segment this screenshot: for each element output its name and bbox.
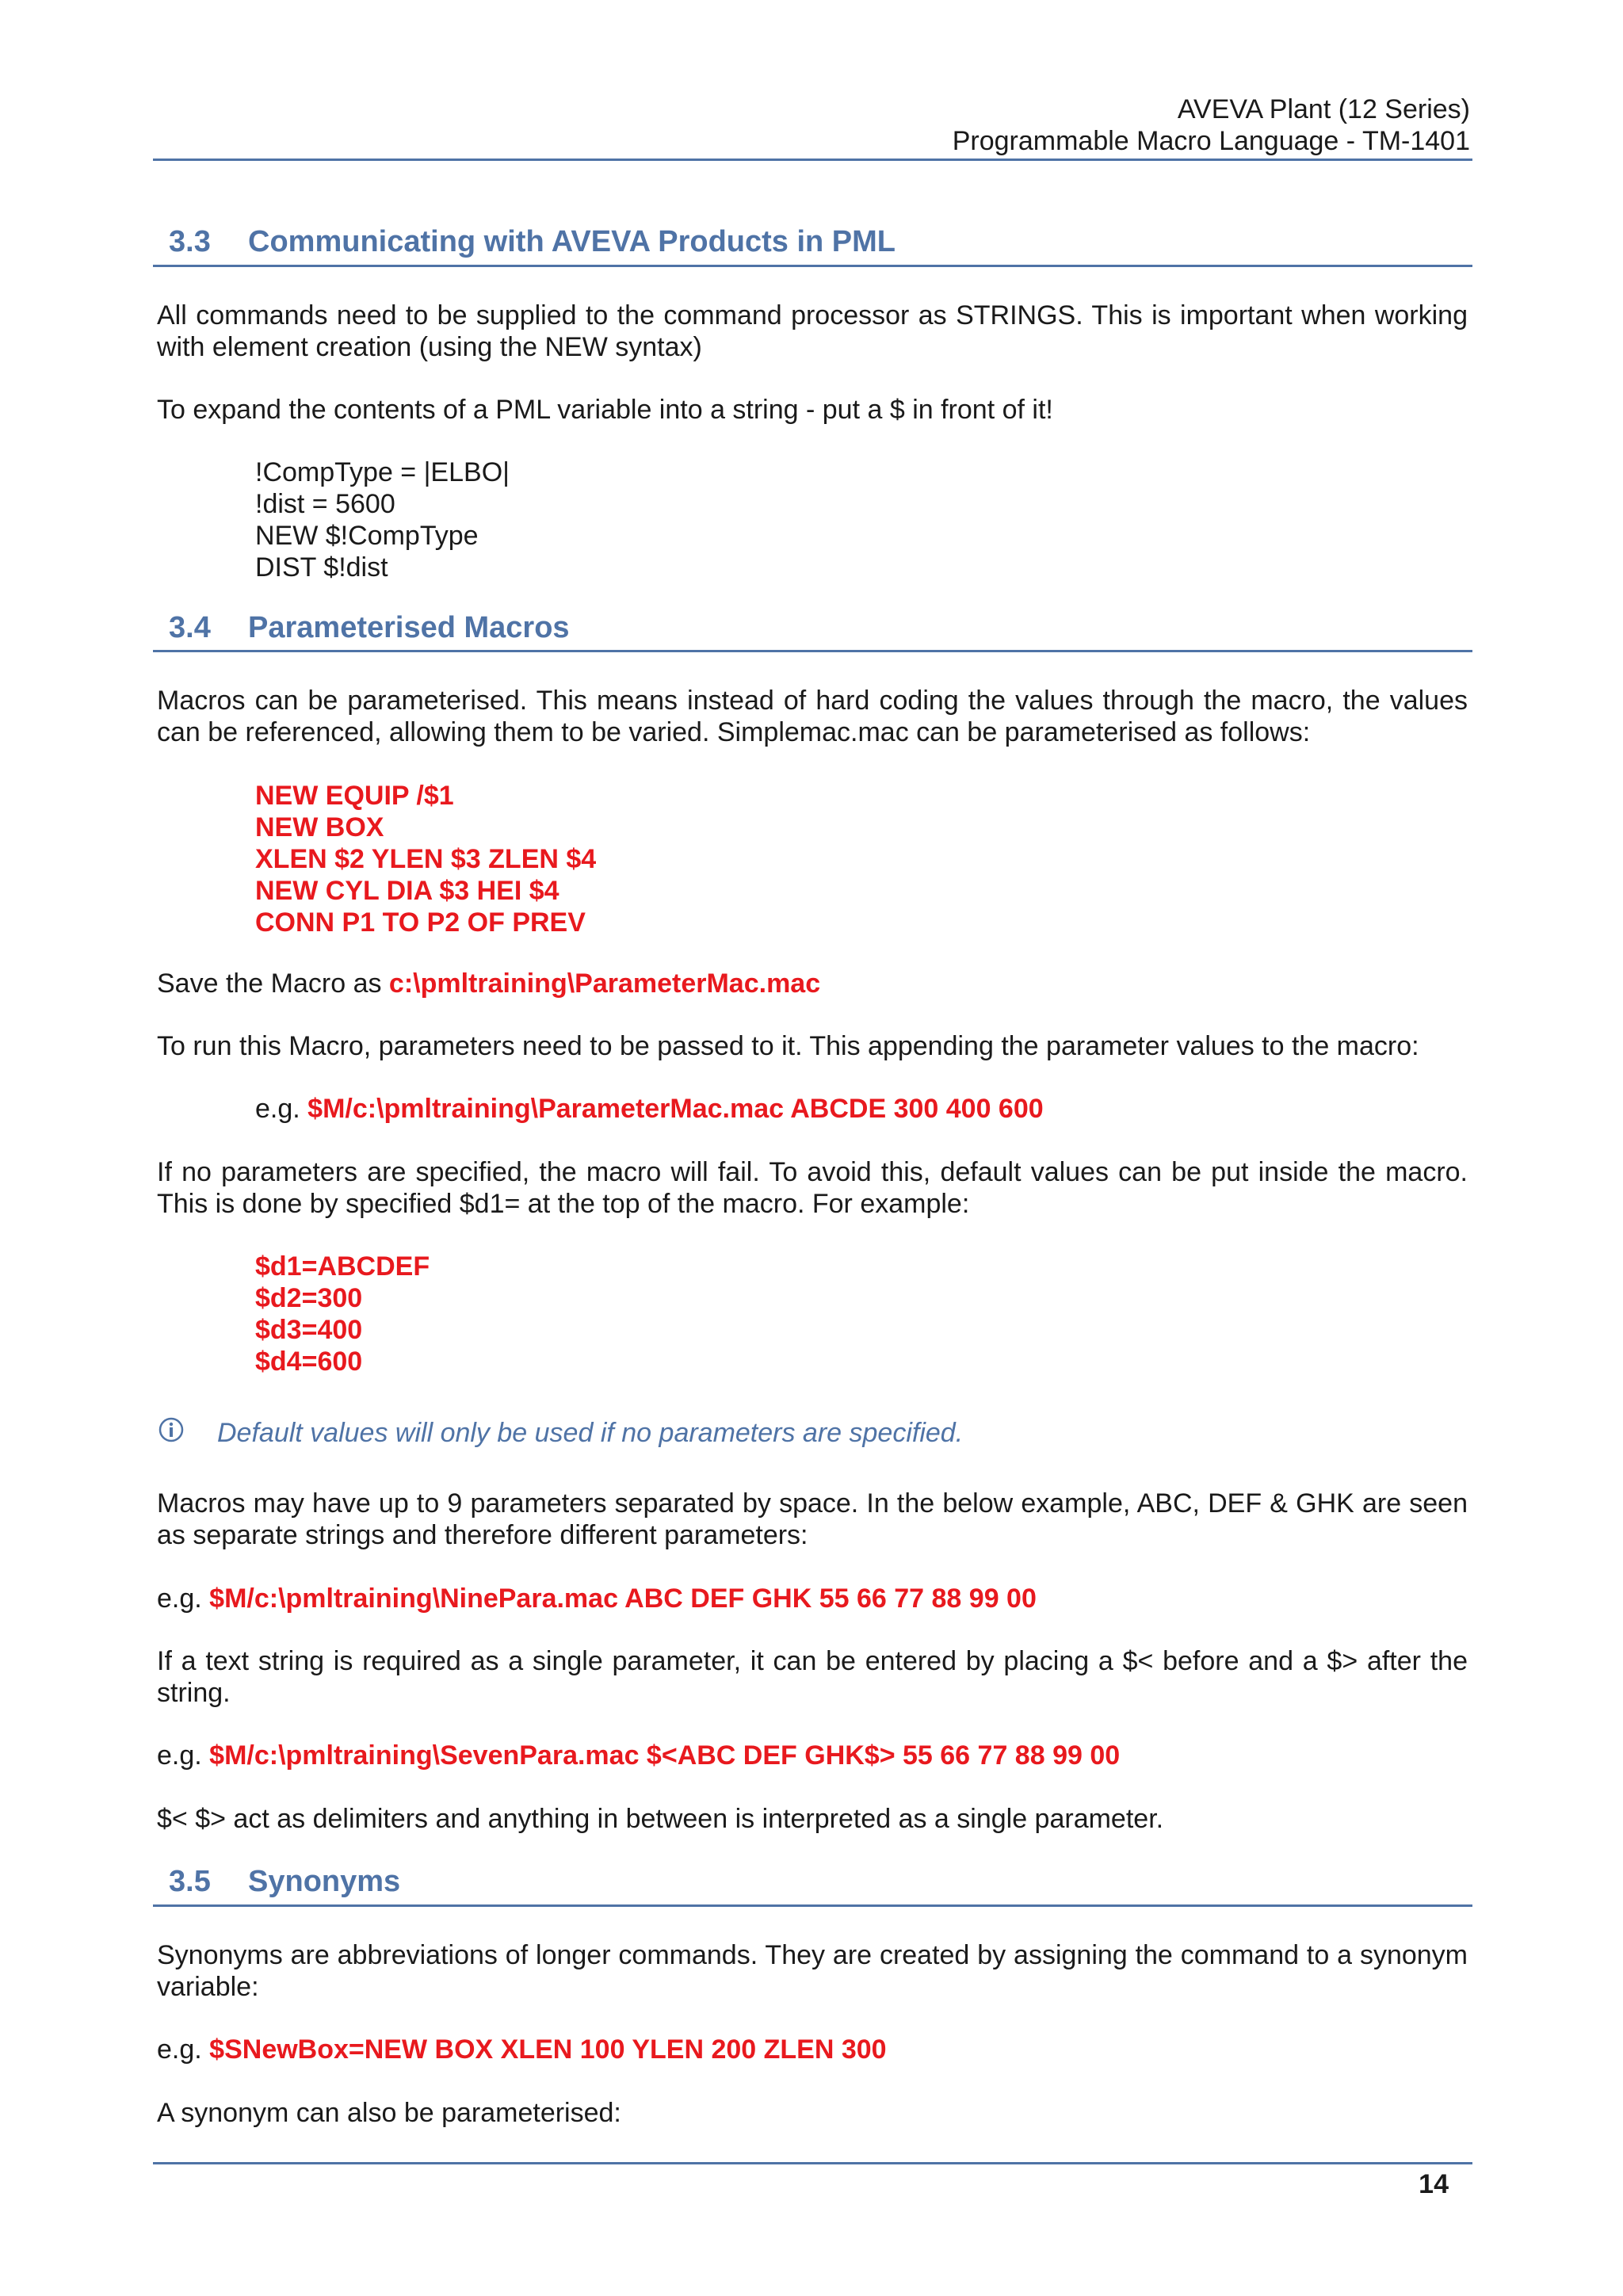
header-product: AVEVA Plant (12 Series) [1177,94,1470,124]
example-prefix: e.g. [157,1740,210,1771]
code-line: $d4=600 [255,1347,363,1377]
paragraph: A synonym can also be parameterised: [157,2098,621,2128]
info-icon [158,1417,184,1442]
section-heading-3-3 [169,225,896,259]
section-heading-3-4 [169,611,570,645]
example [157,1740,1468,1771]
note-text: Default values will only be used if no parameters are specified. [217,1418,964,1448]
paragraph [157,968,1468,999]
code-block [255,457,510,583]
section-number: 3.3 [169,225,211,258]
paragraph: If no parameters are specified, the macro will fail. To avoid this, default values can be put inside the macro. This is done by specified $d1= at the top of the macro. For example: [157,1157,1468,1219]
code-line: !dist = 5600 [255,489,395,519]
section-rule [153,650,1472,652]
code-line: NEW EQUIP /$1 [255,781,454,811]
running-header [153,94,1470,157]
code-block-red [255,780,596,938]
example-command: $M/c:\pmltraining\SevenPara.mac $<ABC DEF GHK$> 55 66 77 88 99 00 [209,1740,1121,1771]
example [157,1583,1468,1614]
paragraph: To run this Macro, parameters need to be passed to it. This appending the parameter values to the macro: [157,1031,1419,1061]
header-divider [153,159,1472,161]
example-prefix: e.g. [157,1584,210,1614]
page-number: 14 [1419,2169,1449,2199]
paragraph: All commands need to be supplied to the command processor as STRINGS. This is important when working with element creation (using the NEW syntax) [157,300,1468,362]
section-title: Parameterised Macros [248,611,570,644]
file-path: c:\pmltraining\ParameterMac.mac [388,968,821,999]
paragraph: $< $> act as delimiters and anything in between is interpreted as a single parameter. [157,1804,1164,1834]
section-number: 3.4 [169,611,211,644]
code-line: XLEN $2 YLEN $3 ZLEN $4 [255,844,597,874]
example-prefix: e.g. [157,2034,210,2065]
paragraph: If a text string is required as a single parameter, it can be entered by placing a $< before and a $> after the string. [157,1646,1468,1708]
example-command: $SNewBox=NEW BOX XLEN 100 YLEN 200 ZLEN 300 [209,2034,887,2065]
section-title: Communicating with AVEVA Products in PML [248,225,896,258]
section-heading-3-5 [169,1865,400,1899]
footer-divider [153,2162,1472,2164]
example-command: $M/c:\pmltraining\NinePara.mac ABC DEF GHK 55 66 77 88 99 00 [209,1584,1037,1614]
section-title: Synonyms [248,1865,401,1898]
code-line: NEW $!CompType [255,521,479,551]
code-line: NEW BOX [255,812,384,842]
paragraph: Macros can be parameterised. This means instead of hard coding the values through the macro, the values can be referenced, allowing them to be varied. Simplemac.mac can be parameterised as follows: [157,686,1468,747]
code-line: $d3=400 [255,1315,363,1345]
paragraph: Macros may have up to 9 parameters separated by space. In the below example, ABC, DEF & GHK are seen as separate strings and therefore different parameters: [157,1488,1468,1550]
example-command: $M/c:\pmltraining\ParameterMac.mac ABCDE 300 400 600 [307,1094,1044,1124]
code-line: DIST $!dist [255,552,388,583]
example-prefix: e.g. [255,1094,308,1124]
section-rule [153,1904,1472,1907]
code-block-red [255,1251,430,1377]
paragraph: Synonyms are abbreviations of longer commands. They are created by assigning the command to a synonym variable: [157,1940,1468,2002]
code-line: !CompType = |ELBO| [255,457,510,487]
section-rule [153,265,1472,267]
header-course: Programmable Macro Language - TM-1401 [952,126,1470,156]
code-line: $d2=300 [255,1283,363,1313]
section-number: 3.5 [169,1865,211,1898]
code-line: CONN P1 TO P2 OF PREV [255,907,586,938]
example [255,1093,1044,1125]
paragraph: To expand the contents of a PML variable into a string - put a $ in front of it! [157,395,1053,425]
text: Save the Macro as [157,968,389,999]
example [157,2034,1468,2065]
code-line: NEW CYL DIA $3 HEI $4 [255,876,559,906]
code-line: $d1=ABCDEF [255,1251,430,1282]
